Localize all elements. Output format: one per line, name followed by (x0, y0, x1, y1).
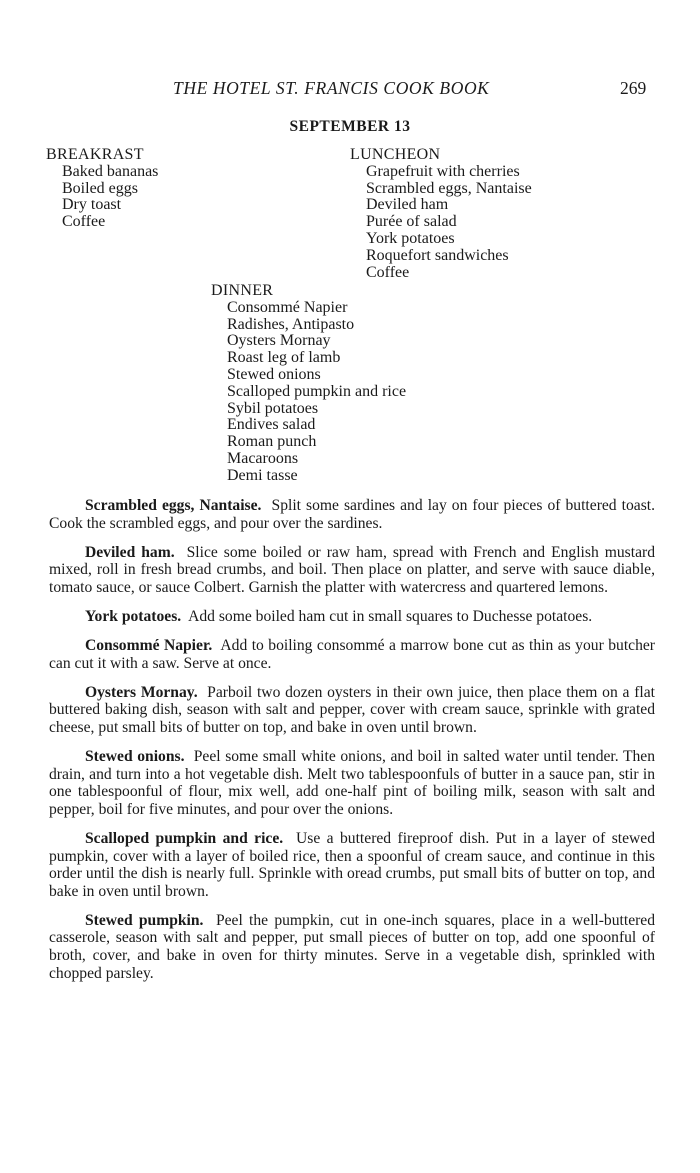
menu-item: Radishes, Antipasto (227, 315, 355, 333)
menu-item: Roman punch (227, 433, 317, 451)
dinner-title: DINNER (211, 282, 274, 299)
menu-item: Sybil potatoes (227, 399, 319, 417)
recipe-name: York potatoes. (85, 607, 182, 625)
recipe-text: Add some boiled ham cut in small squares to Duchesse potatoes. (188, 607, 593, 625)
recipe-name: Consommé Napier. (85, 637, 213, 655)
menu-item: Baked bananas (62, 162, 159, 180)
recipe-text: Parboil two dozen oysters in their own juice, then place them on a flat buttered baking dish, season with salt and pepper, cover with cream sauce, sprinkle with grated cheese, put small bits of butter on top, and bake in oven until brown. (49, 683, 655, 736)
recipe-name: Stewed onions. (85, 748, 185, 766)
recipe-text: Add to boiling consommé a marrow bone cut as thin as your butcher can cut it with a saw. Serve at once. (49, 637, 655, 672)
recipe-paragraph (49, 748, 655, 818)
recipe-text: Peel some small white onions, and boil in salted water until tender. Then drain, and turn into a hot vegetable dish. Melt two tablespoonfuls of butter in a sauce pan, stir in one tablespoonful of flour, mix well, add one-half pint of boiling milk, season with salt and pepper, boil for five minutes, and pour over the onions. (49, 748, 656, 818)
menu-item: York potatoes (366, 229, 455, 247)
dinner-items (211, 300, 406, 485)
menu-item: Coffee (62, 213, 106, 231)
recipe-paragraph (49, 544, 655, 597)
recipe-name: Deviled ham. (85, 543, 175, 561)
menu-item: Deviled ham (366, 196, 449, 214)
menu-item: Grapefruit with cherries (366, 162, 520, 180)
menu-item: Stewed onions (227, 365, 321, 383)
recipe-paragraph (49, 637, 655, 672)
date-heading: SEPTEMBER 13 (289, 118, 411, 135)
recipe-text: Slice some boiled or raw ham, spread with French and English mustard mixed, roll in fresh bread crumbs, and boil. Then place on platter, and serve with sauce diable, tomato sauce, or sauce Colbert. Garnish the platter with watercress and quartered lemons. (49, 543, 655, 596)
recipe-paragraph (49, 830, 655, 900)
recipe-paragraph (49, 684, 655, 737)
recipe-text: Peel the pumpkin, cut in one-inch squares, place in a well-buttered casserole, season with salt and pepper, put small pieces of butter on top, add one spoonful of broth, cover, and bake in oven for thirty minutes. Serve in a vegetable dish, sprinkled with chopped parsley. (49, 911, 656, 982)
breakfast-title: BREAKRAST (46, 146, 144, 163)
menu-item: Boiled eggs (62, 179, 138, 197)
menu-item: Dry toast (62, 196, 122, 214)
menu-item: Demi tasse (227, 466, 298, 484)
menu-item: Scalloped pumpkin and rice (227, 382, 407, 400)
luncheon-title: LUNCHEON (350, 146, 441, 163)
recipes (49, 497, 655, 994)
luncheon-menu (350, 147, 532, 281)
recipe-name: Stewed pumpkin. (85, 911, 204, 929)
menu-item: Coffee (366, 263, 410, 281)
recipe-name: Oysters Mornay. (85, 683, 198, 701)
recipe-paragraph (49, 497, 655, 532)
menu-item: Purée of salad (366, 213, 457, 231)
recipe-name: Scalloped pumpkin and rice. (85, 829, 284, 847)
recipe-name: Scrambled eggs, Nantaise. (85, 497, 262, 514)
recipe-paragraph (49, 912, 655, 982)
book-title: THE HOTEL ST. FRANCIS COOK BOOK (173, 78, 490, 98)
recipe-text: Use a buttered fireproof dish. Put in a layer of stewed pumpkin, cover with a layer of boiled rice, then a spoonful of cream sauce, and continue in this order until the dish is nearly full. Sprinkle with oread crumbs, put small bits of butter on top, and bake in oven until brown. (49, 829, 656, 900)
running-head (0, 78, 700, 102)
recipe-paragraph (49, 608, 655, 626)
page-number: 269 (620, 78, 647, 98)
menu-item: Endives salad (227, 416, 316, 434)
menu-item: Oysters Mornay (227, 332, 331, 350)
menu-item: Consommé Napier (227, 298, 348, 316)
luncheon-items (350, 164, 532, 282)
menu-item: Roast leg of lamb (227, 349, 341, 367)
recipe-text: Split some sardines and lay on four pieces of buttered toast. Cook the scrambled eggs, and pour over the sardines. (49, 497, 655, 532)
breakfast-items (46, 164, 158, 231)
menu-item: Macaroons (227, 449, 299, 467)
menu-item: Roquefort sandwiches (366, 246, 509, 264)
breakfast-menu (46, 147, 158, 231)
dinner-menu (211, 283, 406, 485)
menu-item: Scrambled eggs, Nantaise (366, 179, 532, 197)
